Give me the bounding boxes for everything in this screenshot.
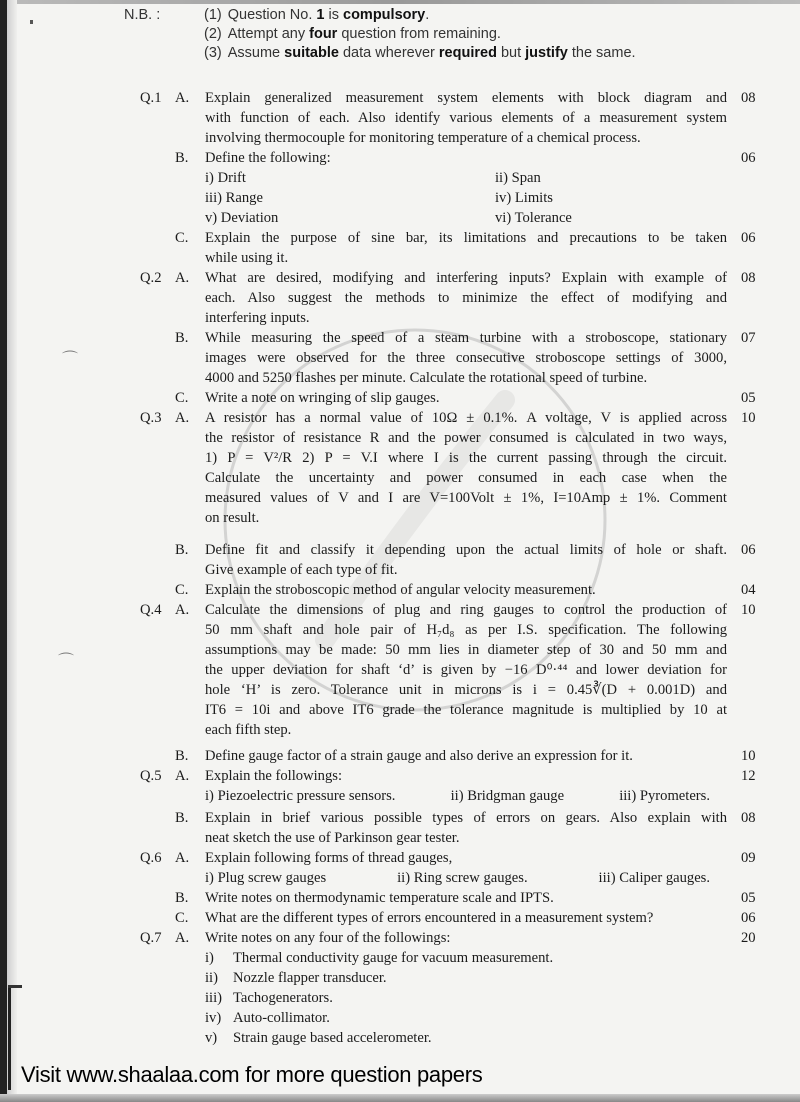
part-letter: A. [175,410,190,426]
part-text [205,268,727,328]
text-line: each. Also suggest the methods to minimize the effect of modifying and [205,290,727,306]
sub-question: ii) Ring screw gauges. [397,870,528,886]
instruction-text-part: four [309,26,338,42]
question-number: Q.2 [140,270,162,286]
scan-edge-bottom [0,1094,800,1102]
definition-list [205,168,727,228]
text-line: 50 mm shaft and hole pair of H₇d₈ as per I.S. specification. The following [205,622,727,638]
marks: 06 [741,542,756,558]
question-paper [140,88,785,1048]
marks: 08 [741,810,756,826]
text-line: Calculate the dimensions of plug and ring gauges to control the production of [205,602,727,618]
scan-speck [30,20,33,24]
part-letter: B. [175,890,189,906]
marks: 10 [741,602,756,618]
text-line: each fifth step. [205,722,292,738]
scan-bracket-top [8,985,22,988]
instruction-text-part: 1 [316,7,325,23]
text-line: involving thermocouple for monitoring temperature of a chemical process. [205,130,641,146]
marks: 20 [741,930,756,946]
text-line: Explain the purpose of sine bar, its limitations and precautions to be taken [205,230,727,246]
sub-question: i) Piezoelectric pressure sensors. [205,788,396,804]
topic-number: i) [205,950,214,966]
part-text [205,88,727,148]
part-letter: C. [175,230,189,246]
part-text [205,328,727,388]
question-number [140,388,175,408]
marks: 06 [741,910,756,926]
topic-text: Thermal conductivity gauge for vacuum measurement. [233,950,554,966]
question-part [140,328,785,388]
part-text [205,746,727,766]
definition-term: iii) Range [205,190,263,206]
instruction-item [124,25,636,44]
instruction-text-part: is [324,7,344,23]
text-line: 1) P = V²/R 2) P = V.I where I is the current passing through the circuit. [205,450,727,466]
instruction-label [124,25,204,44]
text-line: while using it. [205,250,289,266]
scan-shadow-left [7,0,17,1102]
question-number: Q.7 [140,930,162,946]
part-text [205,388,727,408]
text-line: Give example of each type of fit. [205,562,398,578]
footer-banner: Visit www.shaalaa.com for more question papers [21,1062,483,1087]
text-line: hole ‘H’ is zero. Tolerance unit in microns is i = 0.45∛(D + 0.001D) and [205,682,727,698]
sub-question: ii) Bridgman gauge [450,788,565,804]
topic-number: iii) [205,990,223,1006]
text-line: Explain in brief various possible types of errors on gears. Also explain with [205,810,727,826]
text-line: interfering inputs. [205,310,310,326]
instructions [124,6,636,63]
note-topic [205,1008,727,1028]
marks: 12 [741,768,756,784]
text-line: Define fit and classify it depending upon the actual limits of hole or shaft. [205,542,727,558]
instruction-text [228,6,430,25]
instruction-text-part: compulsory [343,7,426,23]
marks: 08 [741,270,756,286]
question-number [140,580,175,600]
marks: 05 [741,890,756,906]
part-text [205,228,727,268]
part-text [205,908,727,928]
marks: 10 [741,748,756,764]
pencil-mark: ⌒ [58,653,75,670]
question-part [140,746,785,766]
part-letter: C. [175,390,189,406]
question-part [140,888,785,908]
part-text [205,766,727,806]
question-number: Q.4 [140,602,162,618]
part-letter: B. [175,810,189,826]
instruction-item [124,44,636,63]
question-part [140,766,785,806]
instruction-label: N.B. : [124,7,161,23]
scan-edge-top [0,0,800,4]
instruction-text-part: the same. [567,45,636,61]
definition-term: i) Drift [205,170,246,186]
part-letter: B. [175,542,189,558]
note-topic [205,968,727,988]
question-part [140,600,785,740]
part-letter: B. [175,330,189,346]
question-part [140,580,785,600]
instruction-label [124,44,204,63]
part-letter: C. [175,910,189,926]
part-letter: B. [175,150,189,166]
text-line: assumptions may be made: 50 mm lies in diameter step of 30 and 50 mm and [205,642,727,658]
sub-question-row [205,786,710,806]
question-part [140,540,785,580]
instruction-text-part: suitable [284,45,339,61]
question-part [140,388,785,408]
question-number [140,808,175,848]
text-line: Explain the followings: [205,768,343,784]
text-line: Calculate the uncertainty and power consumed in each case when the [205,470,727,486]
topic-text: Tachogenerators. [233,990,333,1006]
text-line: IT6 = 10i and above IT6 grade the tolerance magnitude is multiplied by 10 at [205,702,727,718]
text-line: Explain generalized measurement system elements with block diagram and [205,90,727,106]
sub-question: iii) Pyrometers. [619,788,710,804]
part-letter: A. [175,270,190,286]
topic-text: Auto-collimator. [233,1010,330,1026]
question-part [140,408,785,528]
definition-term: iv) Limits [495,190,553,206]
question-number [140,328,175,388]
instruction-text-part: question from remaining. [337,26,501,42]
sub-question: iii) Caliper gauges. [598,870,710,886]
part-letter: A. [175,90,190,106]
topic-number: ii) [205,970,218,986]
text-line: images were observed for the three consecutive stroboscope settings of 3000, [205,350,727,366]
text-line: A resistor has a normal value of 10Ω ± 0.1%. A voltage, V is applied across [205,410,727,426]
question-number: Q.3 [140,410,162,426]
instruction-text-part: data wherever [338,45,439,61]
text-line: Define gauge factor of a strain gauge and also derive an expression for it. [205,748,633,764]
instruction-number: (3) [204,45,222,61]
topic-number: v) [205,1030,218,1046]
text-line: What are the different types of errors encountered in a measurement system? [205,910,654,926]
marks: 10 [741,410,756,426]
question-number [140,540,175,580]
text-line: Write notes on any four of the followings: [205,930,451,946]
question-number [140,908,175,928]
note-topic [205,1028,727,1048]
note-topic [205,988,727,1008]
definition-term: ii) Span [495,170,541,186]
sub-question: i) Plug screw gauges [205,870,327,886]
text-line: Define the following: [205,150,331,166]
text-line: the resistor of resistance R and the power consumed is calculated in two ways, [205,430,727,446]
topic-text: Strain gauge based accelerometer. [233,1030,432,1046]
question-part [140,88,785,148]
text-line: Explain the stroboscopic method of angular velocity measurement. [205,582,596,598]
question-number [140,148,175,228]
marks: 04 [741,582,756,598]
question-number [140,228,175,268]
question-part [140,148,785,228]
instruction-text [228,25,501,44]
question-part [140,228,785,268]
text-line: measured values of V and I are V=100Volt ± 1%, I=10Amp ± 1%. Comment [205,490,727,506]
marks: 05 [741,390,756,406]
part-text [205,148,727,228]
question-part [140,268,785,328]
definition-term: v) Deviation [205,210,279,226]
part-letter: A. [175,930,190,946]
instruction-text-part: . [425,7,430,23]
marks: 06 [741,230,756,246]
question-number [140,888,175,908]
part-text [205,580,727,600]
text-line: neat sketch the use of Parkinson gear tester. [205,830,460,846]
scan-bracket [8,985,11,1090]
topic-text: Nozzle flapper transducer. [233,970,387,986]
instruction-text [228,44,636,63]
instruction-text-part: justify [525,45,568,61]
part-letter: A. [175,768,190,784]
instruction-text-part: Attempt any [227,26,310,42]
text-line: Write notes on thermodynamic temperature scale and IPTS. [205,890,554,906]
question-part [140,908,785,928]
instruction-text-part: Assume [227,45,285,61]
instruction-number: (1) [204,7,222,23]
instruction-item [124,6,636,25]
part-letter: B. [175,748,189,764]
part-text [205,808,727,848]
question-part [140,848,785,888]
text-line: While measuring the speed of a steam turbine with a stroboscope, stationary [205,330,727,346]
instruction-text-part: required [438,45,497,61]
part-letter: C. [175,582,189,598]
part-text [205,928,727,1048]
definition-term: vi) Tolerance [495,210,572,226]
note-topic-list [205,948,727,1048]
question-number: Q.5 [140,768,162,784]
question-part [140,808,785,848]
instruction-text-part: but [496,45,526,61]
part-text [205,600,727,740]
text-line: the upper deviation for shaft ‘d’ is given by −16 D⁰·⁴⁴ and lower deviation for [205,662,727,678]
instruction-number: (2) [204,26,222,42]
text-line: Write a note on wringing of slip gauges. [205,390,440,406]
text-line: Explain following forms of thread gauges, [205,850,453,866]
marks: 09 [741,850,756,866]
text-line: on result. [205,510,260,526]
part-letter: A. [175,602,190,618]
text-line: with function of each. Also identify various elements of a measurement system [205,110,727,126]
scan-edge-left [0,0,7,1102]
question-number: Q.1 [140,90,162,106]
question-number: Q.6 [140,850,162,866]
question-number [140,746,175,766]
part-text [205,848,727,888]
part-letter: A. [175,850,190,866]
text-line: What are desired, modifying and interfering inputs? Explain with example of [205,270,727,286]
question-part [140,928,785,1048]
marks: 08 [741,90,756,106]
topic-number: iv) [205,1010,222,1026]
marks: 07 [741,330,756,346]
instruction-text-part: Question No. [227,7,317,23]
marks: 06 [741,150,756,166]
part-text [205,888,727,908]
part-text [205,540,727,580]
sub-question-row [205,868,710,888]
pencil-mark: ⌒ [62,351,79,368]
note-topic [205,948,727,968]
part-text [205,408,727,528]
text-line: 4000 and 5250 flashes per minute. Calculate the rotational speed of turbine. [205,370,648,386]
